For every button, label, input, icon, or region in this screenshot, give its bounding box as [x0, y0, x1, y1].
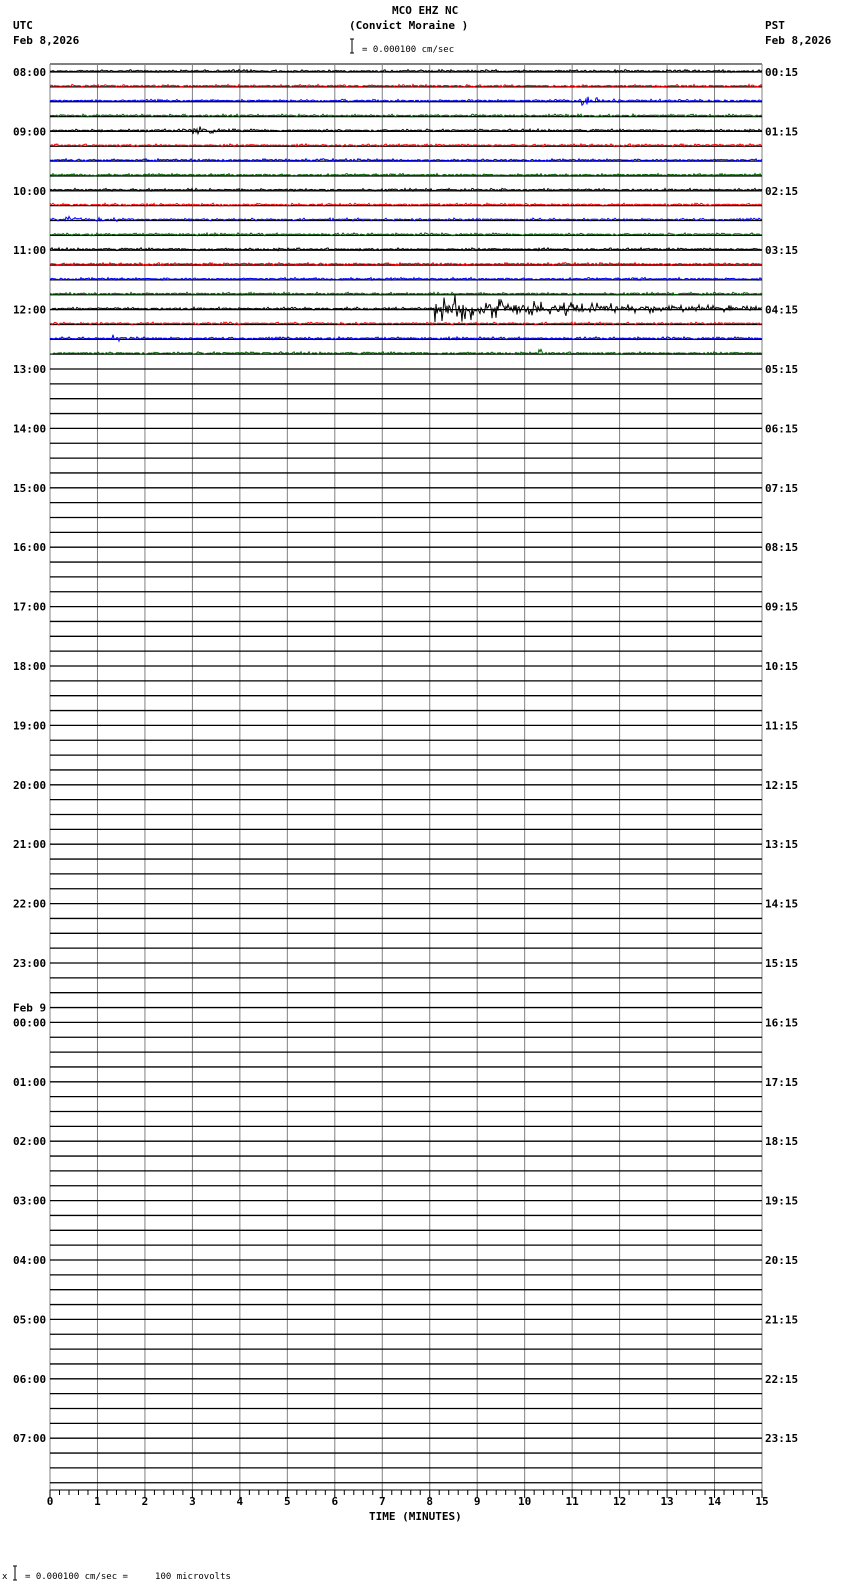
pst-time-label: 12:15 — [765, 778, 799, 792]
utc-time-label: 09:00 — [13, 125, 47, 139]
pst-time-label: 00:15 — [765, 66, 799, 79]
seismic-trace — [50, 97, 762, 106]
utc-time-label: 07:00 — [13, 1432, 47, 1446]
utc-time-label: 01:00 — [13, 1075, 47, 1089]
pst-time-label: 10:15 — [765, 660, 799, 673]
trace-rows — [50, 70, 762, 1483]
utc-time-label: 11:00 — [13, 244, 47, 258]
utc-time-label: 14:00 — [13, 422, 47, 436]
x-tick-label: 11 — [565, 1495, 579, 1508]
seismic-trace — [50, 335, 762, 341]
utc-time-label: 13:00 — [13, 363, 47, 376]
pst-time-label: 11:15 — [765, 719, 799, 733]
x-tick-label: 5 — [284, 1495, 291, 1508]
x-tick-label: 0 — [46, 1495, 54, 1508]
scale-bar-icon — [350, 39, 354, 53]
grid — [50, 64, 762, 1490]
right-date: Feb 8,2026 — [765, 34, 832, 47]
utc-time-label: 17:00 — [13, 600, 47, 614]
utc-time-label: 16:00 — [13, 541, 47, 555]
utc-time-label: 19:00 — [13, 719, 47, 733]
x-tick-label: 4 — [236, 1495, 244, 1508]
utc-time-label: 05:00 — [13, 1313, 47, 1327]
left-timezone: UTC — [13, 19, 33, 32]
pst-time-label: 03:15 — [765, 244, 799, 258]
x-tick-label: 7 — [378, 1495, 386, 1508]
utc-time-label: 06:00 — [13, 1372, 47, 1386]
x-tick-label: 2 — [141, 1495, 149, 1508]
utc-time-label: 12:00 — [13, 303, 47, 317]
pst-time-label: 07:15 — [765, 481, 799, 495]
utc-time-label: 04:00 — [13, 1254, 47, 1267]
pst-time-label: 20:15 — [765, 1254, 799, 1267]
x-axis — [47, 1490, 769, 1508]
utc-time-label: 20:00 — [13, 778, 47, 792]
x-tick-label: 13 — [660, 1495, 674, 1508]
utc-time-label: 08:00 — [13, 66, 47, 79]
pst-time-label: 02:15 — [765, 184, 799, 198]
x-tick-label: 15 — [755, 1495, 769, 1508]
pst-time-label: 08:15 — [765, 541, 799, 555]
x-tick-label: 1 — [94, 1495, 101, 1508]
station-title: MCO EHZ NC — [392, 4, 459, 17]
x-axis-label: TIME (MINUTES) — [369, 1510, 462, 1523]
utc-time-label: 18:00 — [13, 660, 47, 673]
footer-scale-bar-icon — [13, 1566, 17, 1580]
footer-marker: x — [2, 1572, 8, 1582]
utc-time-label: 22:00 — [13, 897, 47, 911]
utc-time-label: 03:00 — [13, 1194, 47, 1208]
pst-time-label: 06:15 — [765, 422, 799, 436]
pst-time-label: 04:15 — [765, 303, 799, 317]
seismic-trace — [50, 295, 762, 322]
utc-time-label: 21:00 — [13, 838, 47, 852]
scale-label: = 0.000100 cm/sec — [362, 45, 455, 55]
utc-time-label: 15:00 — [13, 481, 47, 495]
pst-time-label: 15:15 — [765, 957, 799, 970]
pst-time-label: 23:15 — [765, 1432, 799, 1446]
pst-time-label: 13:15 — [765, 838, 799, 852]
x-tick-label: 12 — [612, 1495, 627, 1508]
x-tick-label: 6 — [331, 1495, 339, 1508]
x-tick-label: 10 — [518, 1495, 532, 1508]
utc-time-label: 10:00 — [13, 184, 47, 198]
pst-time-label: 17:15 — [765, 1075, 799, 1089]
utc-date-label: Feb 9 — [13, 1001, 47, 1015]
left-date: Feb 8,2026 — [13, 34, 80, 47]
pst-time-label: 01:15 — [765, 125, 799, 139]
seismic-trace — [50, 127, 762, 135]
x-tick-label: 14 — [707, 1495, 722, 1508]
pst-time-label: 21:15 — [765, 1313, 799, 1327]
pst-time-label: 16:15 — [765, 1016, 799, 1030]
station-location: (Convict Moraine ) — [349, 19, 469, 32]
x-tick-label: 8 — [426, 1495, 434, 1508]
footer-scale-label: = 0.000100 cm/sec = 100 microvolts — [25, 1572, 231, 1582]
pst-time-label: 22:15 — [765, 1372, 799, 1386]
pst-time-label: 19:15 — [765, 1194, 799, 1208]
pst-time-label: 05:15 — [765, 363, 799, 376]
utc-time-label: 23:00 — [13, 957, 47, 970]
pst-time-label: 14:15 — [765, 897, 799, 911]
pst-time-label: 09:15 — [765, 600, 799, 614]
x-tick-label: 3 — [189, 1495, 196, 1508]
right-timezone: PST — [765, 19, 785, 32]
pst-time-label: 18:15 — [765, 1135, 799, 1149]
x-tick-label: 9 — [473, 1495, 481, 1508]
utc-time-label: 02:00 — [13, 1135, 47, 1149]
utc-time-label: 00:00 — [13, 1016, 47, 1030]
